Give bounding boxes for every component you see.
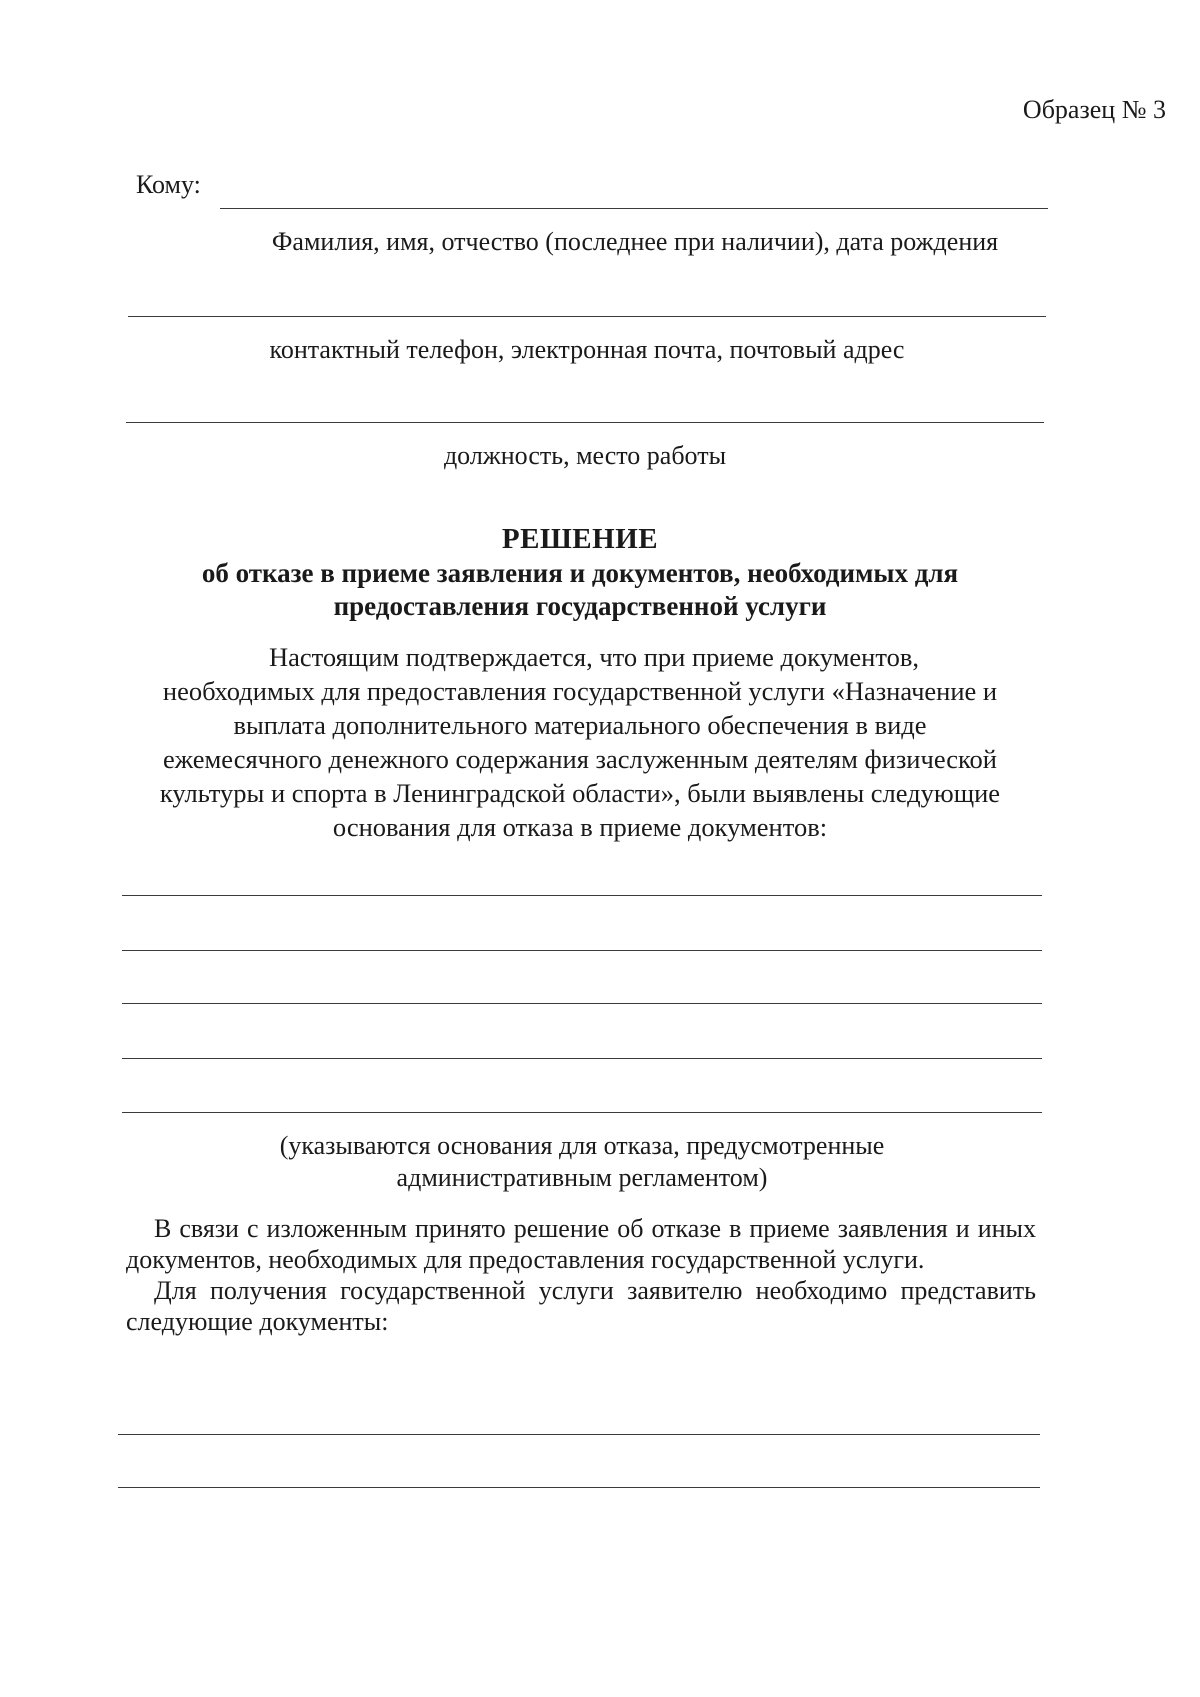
documents-paragraph: Для получения государственной услуги заявителю необходимо представить следующие документы: [126, 1276, 1036, 1336]
recipient-position-line[interactable] [126, 422, 1044, 423]
recipient-name-line[interactable] [220, 208, 1048, 209]
reasons-caption-line-2: административным регламентом) [396, 1163, 768, 1192]
decision-paragraph: В связи с изложенным принято решение об отказе в приеме заявления и иных документов, необходимых для предоставления государственной услуги. [126, 1214, 1036, 1274]
reason-blank-line[interactable] [122, 950, 1042, 951]
intro-line: необходимых для предоставления государственной услуги «Назначение и [162, 676, 998, 706]
intro-line: выплата дополнительного материального обеспечения в виде [233, 710, 927, 740]
document-blank-line[interactable] [118, 1434, 1040, 1435]
recipient-to-label: Кому: [136, 170, 201, 199]
intro-line: Настоящим подтверждается, что при приеме документов, [268, 642, 919, 672]
recipient-contacts-line[interactable] [128, 316, 1046, 317]
reason-blank-line[interactable] [122, 1112, 1042, 1113]
document-blank-line[interactable] [118, 1487, 1040, 1488]
sample-number-label: Образец № 3 [1022, 95, 1166, 124]
intro-line: культуры и спорта в Ленинградской области», были выявлены следующие [159, 778, 1001, 808]
document-subtitle-line-2: предоставления государственной услуги [333, 591, 827, 621]
intro-paragraph [120, 640, 1040, 844]
document-title: РЕШЕНИЕ [501, 523, 659, 555]
reason-blank-line[interactable] [122, 1058, 1042, 1059]
reason-blank-line[interactable] [122, 895, 1042, 896]
reason-blank-line[interactable] [122, 1003, 1042, 1004]
document-subtitle-line-1: об отказе в приеме заявления и документов, необходимых для [201, 558, 959, 588]
recipient-contacts-caption: контактный телефон, электронная почта, почтовый адрес [269, 335, 905, 364]
reasons-caption-line-1: (указываются основания для отказа, предусмотренные [279, 1131, 885, 1160]
decision-block [126, 1213, 1036, 1337]
recipient-name-caption: Фамилия, имя, отчество (последнее при наличии), дата рождения [271, 227, 999, 256]
recipient-position-caption: должность, место работы [443, 441, 727, 470]
intro-line: основания для отказа в приеме документов: [332, 812, 828, 842]
intro-line: ежемесячного денежного содержания заслуженным деятелям физической [163, 744, 997, 774]
